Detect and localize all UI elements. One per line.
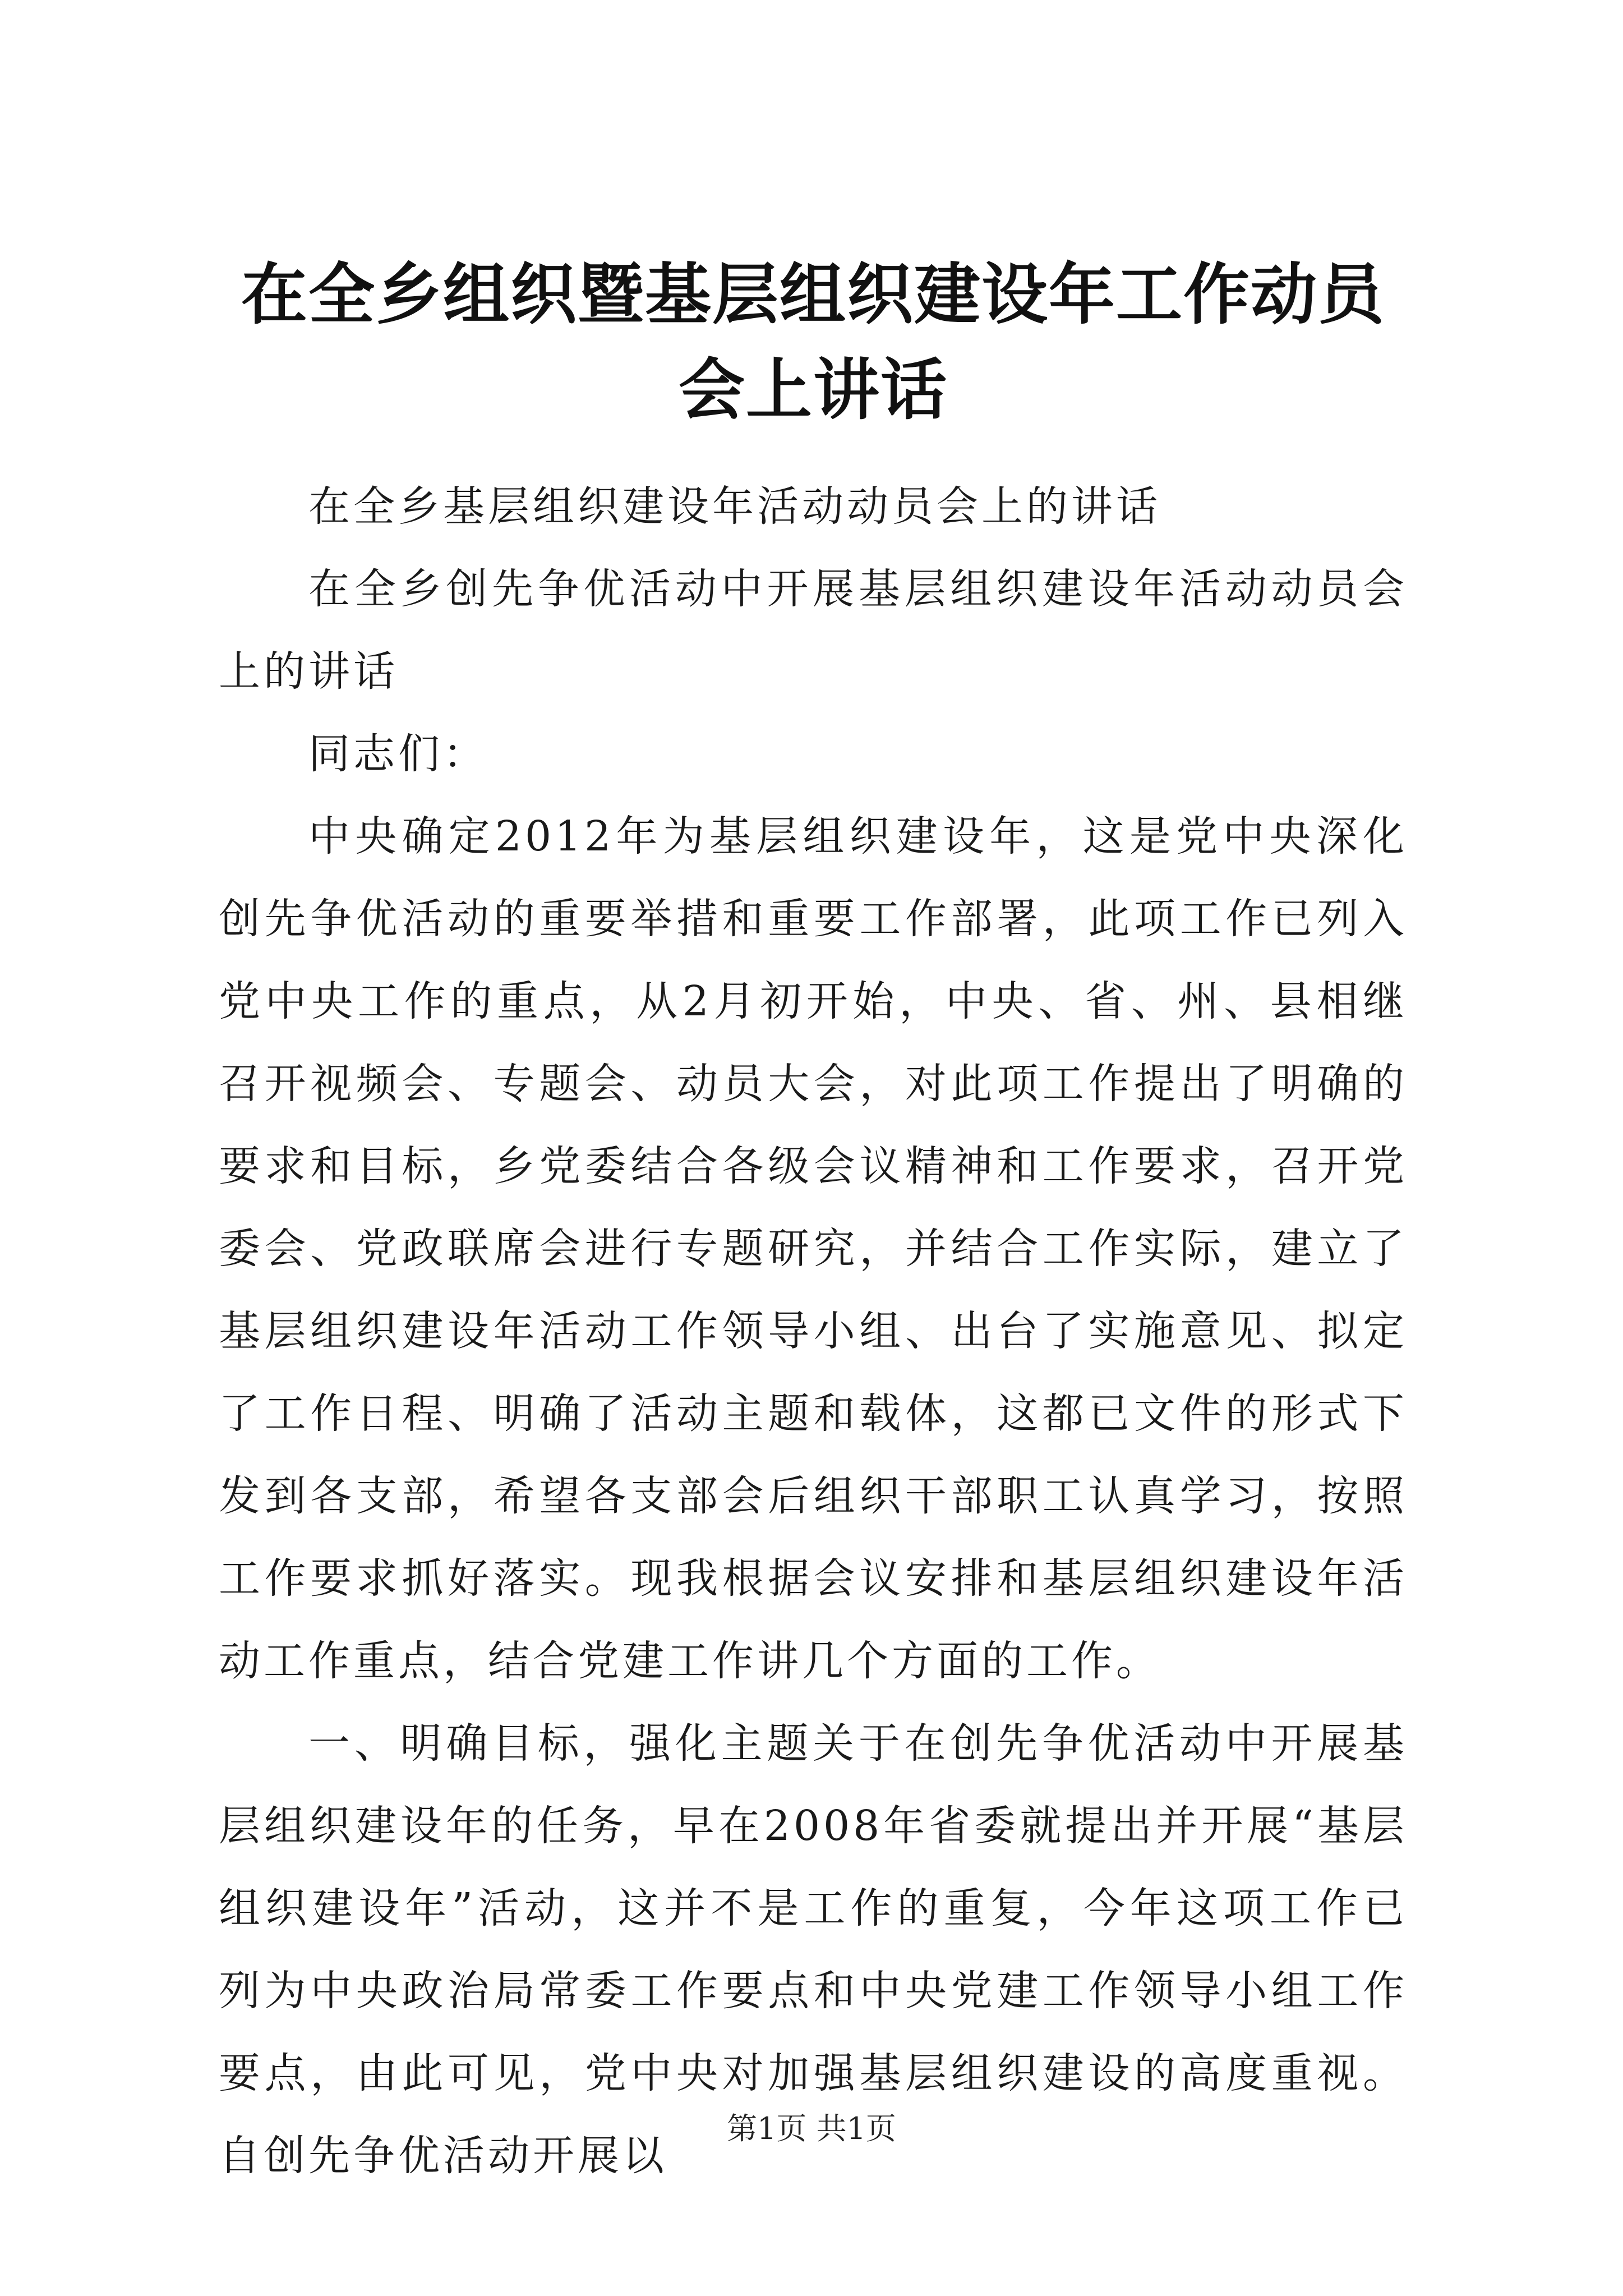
- paragraph: 在全乡创先争优活动中开展基层组织建设年活动动员会上的讲话: [219, 565, 1408, 696]
- document-body: [219, 466, 1408, 2197]
- page-footer: 第1页 共1页: [727, 2111, 896, 2146]
- paragraph: 中央确定2012年为基层组织建设年，这是党中央深化创先争优活动的重要举措和重要工作部署，此项工作已列入党中央工作的重点，从2月初开始，中央、省、州、县相继召开视频会、专题会、动员大会，对此项工作提出了明确的要求和目标，乡党委结合各级会议精神和工作要求，召开党委会、党政联席会进行专题研究，并结合工作实际，建立了基层组织建设年活动工作领导小组、出台了实施意见、拟定了工作日程、明确了活动主题和载体，这都已文件的形式下发到各支部，希望各支部会后组织干部职工认真学习，按照工作要求抓好落实。现我根据会议安排和基层组织建设年活动工作重点，结合党建工作讲几个方面的工作。: [219, 812, 1408, 1685]
- salutation: 同志们：: [308, 730, 488, 778]
- paragraph: 在全乡基层组织建设年活动动员会上的讲话: [308, 482, 1161, 531]
- document-title: 在全乡组织暨基层组织建设年工作动员会上讲话: [241, 255, 1385, 429]
- paragraph: 一、明确目标，强化主题关于在创先争优活动中开展基层组织建设年的任务，早在2008年省委就提出并开展“基层组织建设年”活动，这并不是工作的重复，今年这项工作已列为中央政治局常委工作要点和中央党建工作领导小组工作要点，由此可见，党中央对加强基层组织建设的高度重视。自创先争优活动开展以: [219, 1719, 1408, 2180]
